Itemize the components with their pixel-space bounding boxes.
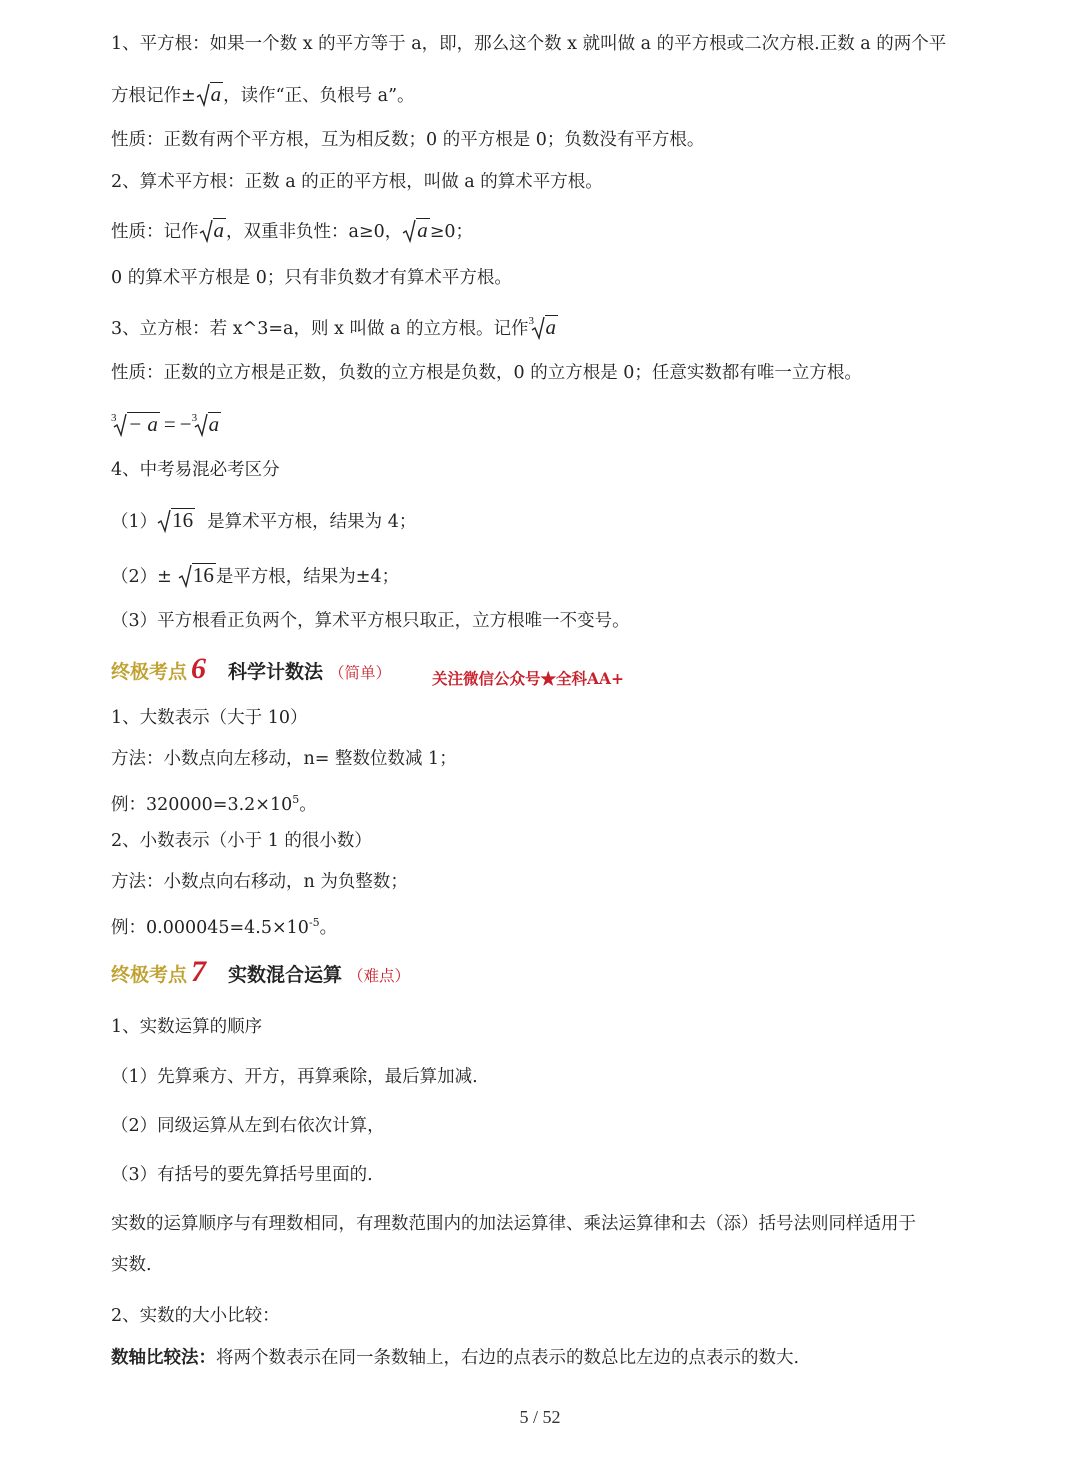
radicand: a	[208, 412, 220, 436]
line-order-2: （2）同级运算从左到右依次计算，	[111, 1116, 385, 1136]
cbrt-neg-a	[111, 412, 160, 436]
text: 是算术平方根，结果为 4；	[207, 512, 417, 532]
heading-title: 实数混合运算	[228, 964, 343, 986]
line-small-example	[111, 911, 338, 938]
line-confusion-3: （3）平方根看正负两个，算术平方根只取正，立方根唯一不变号。	[111, 611, 630, 631]
line-arith-root-property	[111, 218, 473, 242]
heading-number: 7	[191, 955, 207, 988]
line-compare-title: 2、实数的大小比较：	[111, 1306, 280, 1326]
text: （1）	[111, 512, 158, 532]
radicand: 16	[172, 508, 194, 532]
text: 是平方根，结果为±4；	[215, 567, 400, 587]
line-confusion-2	[111, 563, 399, 587]
heading-keyword: 终极考点	[111, 661, 188, 683]
line-exam-confusions: 4、中考易混必考区分	[111, 460, 280, 480]
equals: =	[163, 412, 176, 436]
radicand: a	[210, 82, 222, 106]
sqrt-16	[178, 563, 216, 587]
line-order-note: 实数的运算顺序与有理数相同，有理数范围内的加法运算律、乘法运算律和去（添）括号法则同样适用于	[111, 1214, 916, 1234]
line-square-root-property: 性质：正数有两个平方根，互为相反数；0 的平方根是 0；负数没有平方根。	[111, 130, 705, 150]
text: ，双重非负性：a≥0，	[226, 222, 403, 242]
exponent: 5	[292, 793, 300, 806]
text: 3、立方根：若 x^3=a，则 x 叫做 a 的立方根。记作	[111, 319, 529, 339]
line-cube-root-property: 性质：正数的立方根是正数，负数的立方根是负数，0 的立方根是 0；任意实数都有唯一立方根。	[111, 363, 862, 383]
sqrt-16	[157, 508, 195, 532]
line-arith-root-zero: 0 的算术平方根是 0；只有非负数才有算术平方根。	[111, 268, 512, 288]
root-index: 3	[111, 412, 117, 424]
sqrt-a	[402, 218, 430, 242]
line-small-numbers: 2、小数表示（小于 1 的很小数）	[111, 831, 372, 851]
line-square-root-notation	[111, 82, 415, 106]
radicand: a	[545, 315, 557, 339]
line-small-method: 方法：小数点向右移动，n 为负整数；	[111, 872, 408, 892]
radicand: a	[417, 218, 428, 242]
line-confusion-1	[111, 508, 416, 532]
radicand: − a	[128, 412, 158, 436]
line-cube-root-identity	[111, 412, 221, 436]
promo-text: 关注微信公众号★全科AA+	[432, 669, 625, 688]
line-square-root-definition: 1、平方根：如果一个数 x 的平方等于 a，即，那么这个数 x 就叫做 a 的平方根或二次方根.正数 a 的两个平	[111, 34, 947, 54]
line-large-example	[111, 788, 317, 815]
heading-tag: （简单）	[329, 664, 392, 682]
minus: −	[179, 412, 192, 436]
cbrt-a	[192, 412, 222, 436]
section-heading-6	[111, 652, 391, 688]
cbrt-a	[529, 315, 559, 339]
line-order-1: （1）先算乘方、开方，再算乘除，最后算加减.	[111, 1067, 478, 1087]
sqrt-a	[199, 218, 227, 242]
heading-tag: （难点）	[348, 967, 411, 985]
exponent: -5	[308, 916, 320, 929]
line-large-numbers: 1、大数表示（大于 10）	[111, 708, 308, 728]
radicand: 16	[192, 563, 214, 587]
text: （2）±	[111, 567, 172, 587]
text: 。	[319, 917, 338, 938]
root-index: 3	[528, 315, 535, 327]
text: 性质：记作	[111, 222, 199, 242]
heading-number: 6	[191, 652, 207, 685]
sqrt-a	[196, 82, 224, 106]
line-order-title: 1、实数运算的顺序	[111, 1017, 263, 1037]
line-arith-root-definition: 2、算术平方根：正数 a 的正的平方根，叫做 a 的算术平方根。	[111, 172, 603, 192]
heading-title: 科学计数法	[228, 661, 324, 683]
radicand: a	[213, 218, 224, 242]
root-index: 3	[191, 412, 198, 424]
heading-keyword: 终极考点	[111, 964, 188, 986]
text: 将两个数表示在同一条数轴上，右边的点表示的数总比左边的点表示的数大.	[216, 1348, 800, 1368]
text: 方根记作±	[111, 86, 196, 106]
text: ≥0；	[429, 222, 474, 242]
text: 。	[299, 794, 317, 815]
line-large-method: 方法：小数点向左移动，n= 整数位数减 1；	[111, 749, 457, 769]
page-number: 5 / 52	[519, 1407, 561, 1427]
line-cube-root-definition	[111, 315, 558, 339]
line-order-note-cont: 实数.	[111, 1255, 152, 1275]
line-order-3: （3）有括号的要先算括号里面的.	[111, 1165, 373, 1185]
section-heading-7	[111, 955, 410, 991]
text: ，读作“正、负根号 a”。	[223, 86, 415, 106]
text: 例：320000=3.2×10	[111, 794, 293, 815]
term-bold: 数轴比较法：	[111, 1348, 216, 1368]
line-number-line-compare	[111, 1346, 799, 1370]
text: 例：0.000045=4.5×10	[111, 917, 309, 938]
